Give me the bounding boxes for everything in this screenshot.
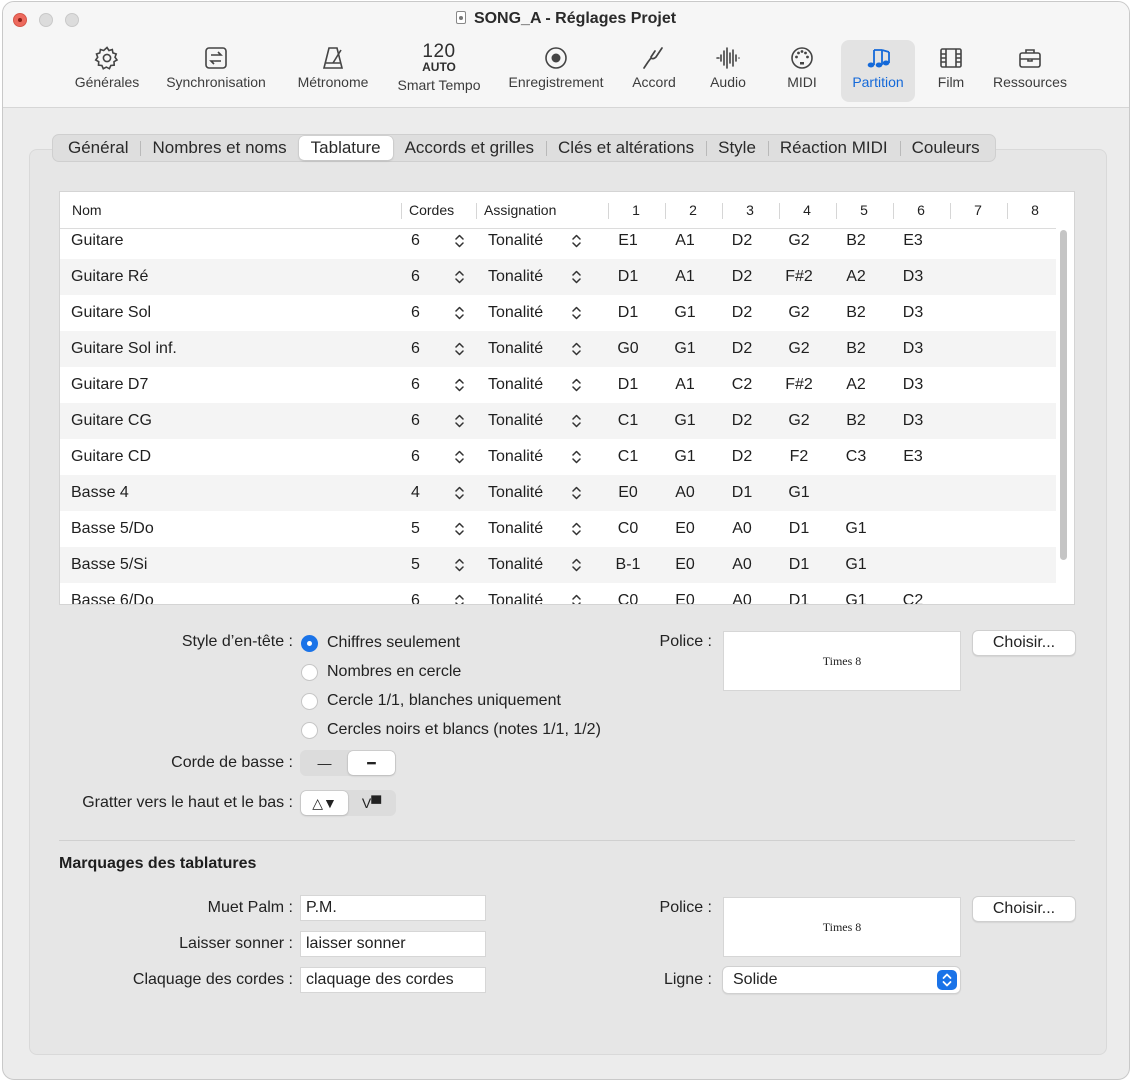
row-strings[interactable]: 6 bbox=[411, 340, 420, 357]
assignation-stepper-icon[interactable] bbox=[572, 342, 581, 356]
toolbar-midi[interactable] bbox=[773, 40, 831, 102]
palm-mute-field[interactable]: P.M. bbox=[300, 895, 486, 921]
row-string-note[interactable]: D3 bbox=[902, 412, 924, 429]
line-label: Ligne : bbox=[663, 971, 712, 988]
row-string-note[interactable]: E0 bbox=[675, 556, 695, 573]
row-string-note[interactable]: D3 bbox=[902, 340, 924, 357]
row-string-note[interactable] bbox=[836, 475, 876, 511]
toolbar-label: Synchronisation bbox=[166, 74, 266, 90]
row-string-note[interactable]: A2 bbox=[846, 268, 866, 285]
row-strings[interactable]: 6 bbox=[411, 592, 420, 605]
table-row[interactable] bbox=[60, 331, 1056, 367]
row-string-note[interactable]: A0 bbox=[732, 520, 752, 537]
markings-font-label: Police : bbox=[659, 899, 712, 916]
window-title-text: SONG_A - Réglages Projet bbox=[473, 10, 677, 27]
column-header-strings[interactable]: Cordes bbox=[409, 192, 454, 229]
strings-stepper-icon[interactable] bbox=[455, 594, 464, 605]
row-string-note[interactable]: A0 bbox=[732, 592, 752, 605]
table-row[interactable] bbox=[60, 403, 1056, 439]
row-string-note[interactable]: C0 bbox=[617, 592, 639, 605]
tempo-icon bbox=[387, 43, 491, 77]
toolbar-label: Audio bbox=[710, 74, 746, 90]
row-name[interactable]: Guitare D7 bbox=[71, 376, 149, 393]
radio-label: Cercle 1/1, blanches uniquement bbox=[327, 692, 561, 709]
row-string-note[interactable] bbox=[1007, 295, 1047, 331]
row-string-note[interactable]: E0 bbox=[675, 520, 695, 537]
toolbar-audio[interactable] bbox=[699, 40, 757, 102]
toolbar-film[interactable] bbox=[925, 40, 977, 102]
row-string-note[interactable]: E3 bbox=[903, 232, 923, 249]
toolbar-label: Enregistrement bbox=[508, 74, 604, 90]
let-ring-field[interactable]: laisser sonner bbox=[300, 931, 486, 957]
assignation-stepper-icon[interactable] bbox=[572, 486, 581, 500]
radio-button[interactable] bbox=[301, 693, 318, 710]
toolbar-label: Métronome bbox=[297, 74, 369, 90]
row-string-note[interactable]: B2 bbox=[846, 232, 866, 249]
row-string-note[interactable]: G1 bbox=[674, 340, 696, 357]
assignation-stepper-icon[interactable] bbox=[572, 522, 581, 536]
row-string-note[interactable] bbox=[950, 223, 990, 259]
waveform-icon bbox=[699, 40, 757, 74]
window-title bbox=[3, 10, 1129, 28]
column-header-string-7[interactable]: 7 bbox=[958, 192, 998, 229]
tab-tablature[interactable]: Tablature bbox=[299, 136, 393, 160]
row-string-note[interactable]: B2 bbox=[846, 304, 866, 321]
row-string-note[interactable]: D1 bbox=[788, 592, 810, 605]
strings-stepper-icon[interactable] bbox=[455, 486, 464, 500]
row-string-note[interactable]: C1 bbox=[617, 448, 639, 465]
tempo-mode: AUTO bbox=[422, 60, 456, 74]
row-string-note[interactable]: F#2 bbox=[785, 376, 813, 393]
row-string-note[interactable]: D1 bbox=[617, 376, 639, 393]
radio-chiffres-seulement[interactable] bbox=[301, 633, 460, 653]
midi-port-icon bbox=[773, 40, 831, 74]
radio-button[interactable] bbox=[301, 722, 318, 739]
toolbar-label: Générales bbox=[74, 74, 140, 90]
column-header-string-2[interactable]: 2 bbox=[673, 192, 713, 229]
row-strings[interactable]: 6 bbox=[411, 268, 420, 285]
column-header-assignation[interactable]: Assignation bbox=[484, 192, 556, 229]
row-string-note[interactable] bbox=[950, 511, 990, 547]
assignation-stepper-icon[interactable] bbox=[572, 414, 581, 428]
row-name[interactable]: Basse 4 bbox=[71, 484, 129, 501]
row-string-note[interactable]: D1 bbox=[788, 520, 810, 537]
row-assignation[interactable]: Tonalité bbox=[488, 232, 544, 249]
row-name[interactable]: Guitare bbox=[71, 232, 124, 249]
row-name[interactable]: Guitare CG bbox=[71, 412, 152, 429]
strings-stepper-icon[interactable] bbox=[455, 414, 464, 428]
row-string-note[interactable]: A0 bbox=[732, 556, 752, 573]
choose-font-button[interactable]: Choisir... bbox=[972, 630, 1076, 656]
film-icon bbox=[925, 40, 977, 74]
title-bar bbox=[3, 2, 1129, 108]
row-strings[interactable]: 6 bbox=[411, 232, 420, 249]
row-string-note[interactable]: A1 bbox=[675, 268, 695, 285]
toolbar-synchronisation[interactable] bbox=[157, 40, 275, 102]
row-string-note[interactable] bbox=[950, 583, 990, 605]
radio-button[interactable] bbox=[301, 635, 318, 652]
table-row[interactable] bbox=[60, 547, 1056, 583]
row-string-note[interactable]: G1 bbox=[845, 592, 867, 605]
radio-cercles-noirs-blancs[interactable] bbox=[301, 720, 601, 740]
row-string-note[interactable]: B2 bbox=[846, 412, 866, 429]
line-style-select[interactable] bbox=[722, 966, 961, 994]
briefcase-icon bbox=[985, 40, 1075, 74]
column-header-name[interactable]: Nom bbox=[72, 202, 102, 218]
tab-couleurs[interactable]: Couleurs bbox=[900, 136, 992, 160]
tempo-value: 120 bbox=[422, 41, 456, 62]
bass-string-label: Corde de basse : bbox=[171, 754, 293, 771]
sync-icon bbox=[157, 40, 275, 74]
row-string-note[interactable] bbox=[893, 511, 933, 547]
section-divider bbox=[59, 840, 1075, 841]
record-icon bbox=[499, 40, 613, 74]
row-strings[interactable]: 6 bbox=[411, 412, 420, 429]
strings-stepper-icon[interactable] bbox=[455, 558, 464, 572]
row-string-note[interactable] bbox=[950, 331, 990, 367]
row-string-note[interactable]: G1 bbox=[788, 484, 810, 501]
tab-general[interactable]: Général bbox=[68, 138, 129, 157]
row-string-note[interactable]: G1 bbox=[845, 556, 867, 573]
row-string-note[interactable] bbox=[1007, 439, 1047, 475]
row-string-note[interactable]: A0 bbox=[675, 484, 695, 501]
row-string-note[interactable]: B2 bbox=[846, 340, 866, 357]
strings-stepper-icon[interactable] bbox=[455, 378, 464, 392]
bass-string-thick-option[interactable]: ━ bbox=[348, 751, 395, 775]
assignation-stepper-icon[interactable] bbox=[572, 234, 581, 248]
bass-string-thin-option[interactable]: — bbox=[317, 755, 332, 771]
table-row[interactable] bbox=[60, 511, 1056, 547]
row-name[interactable]: Basse 6/Do bbox=[71, 592, 154, 605]
markings-font-preview: Times 8 bbox=[723, 897, 961, 957]
toolbar-metronome[interactable] bbox=[289, 40, 377, 102]
tab-cles-et-alterations[interactable]: Clés et altérations bbox=[546, 136, 706, 160]
line-style-value: Solide bbox=[733, 971, 778, 988]
gear-icon bbox=[64, 40, 150, 74]
document-icon bbox=[456, 11, 466, 24]
tablature-table bbox=[59, 191, 1075, 605]
toolbar-label: MIDI bbox=[787, 74, 817, 90]
notes-icon bbox=[841, 40, 915, 74]
row-string-note[interactable]: D3 bbox=[902, 268, 924, 285]
row-string-note[interactable]: C3 bbox=[845, 448, 867, 465]
row-string-note[interactable]: G2 bbox=[788, 232, 810, 249]
row-string-note[interactable]: D1 bbox=[617, 268, 639, 285]
strings-stepper-icon[interactable] bbox=[455, 450, 464, 464]
table-row[interactable] bbox=[60, 367, 1056, 403]
row-string-note[interactable] bbox=[1007, 331, 1047, 367]
assignation-stepper-icon[interactable] bbox=[572, 558, 581, 572]
chevron-updown-icon bbox=[937, 970, 957, 990]
toolbar-generales[interactable] bbox=[64, 40, 150, 102]
table-scrollbar[interactable] bbox=[1060, 230, 1067, 560]
column-header-string-8[interactable]: 8 bbox=[1015, 192, 1055, 229]
radio-label: Cercles noirs et blancs (notes 1/1, 1/2) bbox=[327, 721, 601, 738]
row-strings[interactable]: 5 bbox=[411, 520, 420, 537]
strings-stepper-icon[interactable] bbox=[455, 306, 464, 320]
row-string-note[interactable]: F#2 bbox=[785, 268, 813, 285]
row-strings[interactable]: 6 bbox=[411, 448, 420, 465]
column-header-string-4[interactable]: 4 bbox=[787, 192, 827, 229]
row-string-note[interactable]: F2 bbox=[789, 448, 809, 465]
row-strings[interactable]: 6 bbox=[411, 376, 420, 393]
row-string-note[interactable]: G1 bbox=[674, 304, 696, 321]
toolbar-label: Partition bbox=[852, 74, 904, 90]
tab-style[interactable]: Style bbox=[706, 136, 768, 160]
table-row[interactable] bbox=[60, 439, 1056, 475]
strings-stepper-icon[interactable] bbox=[455, 342, 464, 356]
table-row[interactable] bbox=[60, 583, 1056, 605]
row-string-note[interactable]: D2 bbox=[731, 340, 753, 357]
strum-label: Gratter vers le haut et le bas : bbox=[82, 794, 293, 811]
row-string-note[interactable]: A1 bbox=[675, 376, 695, 393]
toolbar-ressources[interactable] bbox=[985, 40, 1075, 102]
row-string-note[interactable]: G2 bbox=[788, 412, 810, 429]
assignation-stepper-icon[interactable] bbox=[572, 594, 581, 605]
slap-field[interactable]: claquage des cordes bbox=[300, 967, 486, 993]
header-style-label: Style d’en-tête : bbox=[181, 633, 293, 650]
row-string-note[interactable]: E0 bbox=[618, 484, 638, 501]
row-string-note[interactable]: C1 bbox=[617, 412, 639, 429]
row-strings[interactable]: 4 bbox=[411, 484, 420, 501]
row-string-note[interactable] bbox=[950, 439, 990, 475]
row-string-note[interactable]: A2 bbox=[846, 376, 866, 393]
row-string-note[interactable] bbox=[1007, 403, 1047, 439]
tab-accords-et-grilles[interactable]: Accords et grilles bbox=[404, 138, 535, 157]
toolbar-label: Accord bbox=[632, 74, 676, 90]
tab-reaction-midi[interactable]: Réaction MIDI bbox=[768, 136, 900, 160]
radio-button[interactable] bbox=[301, 664, 318, 681]
markings-choose-font-button[interactable]: Choisir... bbox=[972, 896, 1076, 922]
toolbar-label: Smart Tempo bbox=[397, 77, 481, 93]
radio-cercle-blanches[interactable] bbox=[301, 691, 561, 711]
row-string-note[interactable] bbox=[950, 259, 990, 295]
row-string-note[interactable]: E3 bbox=[903, 448, 923, 465]
row-string-note[interactable] bbox=[950, 403, 990, 439]
tab-bar bbox=[52, 134, 996, 162]
row-string-note[interactable]: G1 bbox=[674, 448, 696, 465]
palm-mute-label: Muet Palm : bbox=[207, 899, 293, 916]
row-strings[interactable]: 6 bbox=[411, 304, 420, 321]
row-string-note[interactable]: D1 bbox=[617, 304, 639, 321]
row-name[interactable]: Guitare Sol bbox=[71, 304, 152, 321]
row-string-note[interactable]: D3 bbox=[902, 304, 924, 321]
row-name[interactable]: Guitare CD bbox=[71, 448, 152, 465]
row-assignation[interactable]: Tonalité bbox=[488, 268, 544, 285]
strings-stepper-icon[interactable] bbox=[455, 522, 464, 536]
row-string-note[interactable] bbox=[1007, 547, 1047, 583]
row-string-note[interactable]: D1 bbox=[788, 556, 810, 573]
assignation-stepper-icon[interactable] bbox=[572, 270, 581, 284]
row-string-note[interactable] bbox=[1007, 259, 1047, 295]
row-string-note[interactable] bbox=[950, 367, 990, 403]
row-assignation[interactable]: Tonalité bbox=[488, 412, 544, 429]
slap-label: Claquage des cordes : bbox=[132, 971, 293, 988]
row-assignation[interactable]: Tonalité bbox=[488, 448, 544, 465]
row-string-note[interactable] bbox=[893, 547, 933, 583]
assignation-stepper-icon[interactable] bbox=[572, 306, 581, 320]
row-string-note[interactable]: B-1 bbox=[615, 556, 641, 573]
metronome-icon bbox=[289, 40, 377, 74]
toolbar-label: Film bbox=[937, 74, 965, 90]
font-preview: Times 8 bbox=[723, 631, 961, 691]
row-string-note[interactable] bbox=[950, 295, 990, 331]
row-assignation[interactable]: Tonalité bbox=[488, 484, 544, 501]
toolbar-smart-tempo[interactable] bbox=[387, 40, 491, 102]
row-string-note[interactable]: A1 bbox=[675, 232, 695, 249]
toolbar-partition[interactable] bbox=[841, 40, 915, 102]
row-string-note[interactable] bbox=[950, 547, 990, 583]
column-header-string-3[interactable]: 3 bbox=[730, 192, 770, 229]
let-ring-label: Laisser sonner : bbox=[179, 935, 293, 952]
tab-nombres-et-noms[interactable]: Nombres et noms bbox=[140, 136, 298, 160]
row-string-note[interactable]: D3 bbox=[902, 376, 924, 393]
radio-nombres-en-cercle[interactable] bbox=[301, 662, 461, 682]
row-string-note[interactable]: G0 bbox=[617, 340, 639, 357]
row-string-note[interactable]: G1 bbox=[845, 520, 867, 537]
toolbar-accord[interactable] bbox=[623, 40, 685, 102]
row-assignation[interactable]: Tonalité bbox=[488, 556, 544, 573]
row-name[interactable]: Guitare Ré bbox=[71, 268, 149, 285]
row-string-note[interactable]: D1 bbox=[731, 484, 753, 501]
column-header-string-5[interactable]: 5 bbox=[844, 192, 884, 229]
row-string-note[interactable]: C0 bbox=[617, 520, 639, 537]
row-string-note[interactable] bbox=[1007, 511, 1047, 547]
toolbar-label: Ressources bbox=[993, 74, 1067, 90]
row-name[interactable]: Basse 5/Si bbox=[71, 556, 148, 573]
table-body bbox=[60, 223, 1056, 605]
row-string-note[interactable]: D2 bbox=[731, 448, 753, 465]
row-assignation[interactable]: Tonalité bbox=[488, 376, 544, 393]
table-row[interactable] bbox=[60, 475, 1056, 511]
row-string-note[interactable] bbox=[1007, 223, 1047, 259]
column-header-string-1[interactable]: 1 bbox=[616, 192, 656, 229]
bass-string-control bbox=[300, 750, 396, 776]
row-string-note[interactable]: D2 bbox=[731, 412, 753, 429]
row-string-note[interactable]: G2 bbox=[788, 304, 810, 321]
row-assignation[interactable]: Tonalité bbox=[488, 304, 544, 321]
row-string-note[interactable]: C2 bbox=[902, 592, 924, 605]
row-assignation[interactable]: Tonalité bbox=[488, 592, 544, 605]
markings-section-title: Marquages des tablatures bbox=[59, 855, 257, 872]
row-string-note[interactable] bbox=[1007, 583, 1047, 605]
row-string-note[interactable]: C2 bbox=[731, 376, 753, 393]
strum-arrows-option[interactable]: △▼ bbox=[301, 791, 348, 815]
radio-label: Nombres en cercle bbox=[327, 663, 462, 680]
row-string-note[interactable]: G1 bbox=[674, 412, 696, 429]
row-string-note[interactable]: E0 bbox=[675, 592, 695, 605]
strings-stepper-icon[interactable] bbox=[455, 234, 464, 248]
assignation-stepper-icon[interactable] bbox=[572, 378, 581, 392]
tuning-fork-icon bbox=[623, 40, 685, 74]
table-row[interactable] bbox=[60, 295, 1056, 331]
row-string-note[interactable]: D2 bbox=[731, 268, 753, 285]
strum-control bbox=[300, 790, 396, 816]
row-strings[interactable]: 5 bbox=[411, 556, 420, 573]
row-string-note[interactable] bbox=[1007, 475, 1047, 511]
row-string-note[interactable]: E1 bbox=[618, 232, 638, 249]
row-string-note[interactable]: D2 bbox=[731, 304, 753, 321]
row-string-note[interactable] bbox=[1007, 367, 1047, 403]
assignation-stepper-icon[interactable] bbox=[572, 450, 581, 464]
column-header-string-6[interactable]: 6 bbox=[901, 192, 941, 229]
radio-label: Chiffres seulement bbox=[327, 634, 461, 651]
row-assignation[interactable]: Tonalité bbox=[488, 520, 544, 537]
font-label: Police : bbox=[659, 633, 712, 650]
row-string-note[interactable] bbox=[893, 475, 933, 511]
row-assignation[interactable]: Tonalité bbox=[488, 340, 544, 357]
toolbar-enregistrement[interactable] bbox=[499, 40, 613, 102]
row-name[interactable]: Guitare Sol inf. bbox=[71, 340, 177, 357]
row-string-note[interactable]: D2 bbox=[731, 232, 753, 249]
row-string-note[interactable] bbox=[950, 475, 990, 511]
table-row[interactable] bbox=[60, 223, 1056, 259]
strings-stepper-icon[interactable] bbox=[455, 270, 464, 284]
row-string-note[interactable]: G2 bbox=[788, 340, 810, 357]
table-row[interactable] bbox=[60, 259, 1056, 295]
strum-v-option[interactable]: V▀ bbox=[361, 795, 382, 811]
row-name[interactable]: Basse 5/Do bbox=[71, 520, 154, 537]
